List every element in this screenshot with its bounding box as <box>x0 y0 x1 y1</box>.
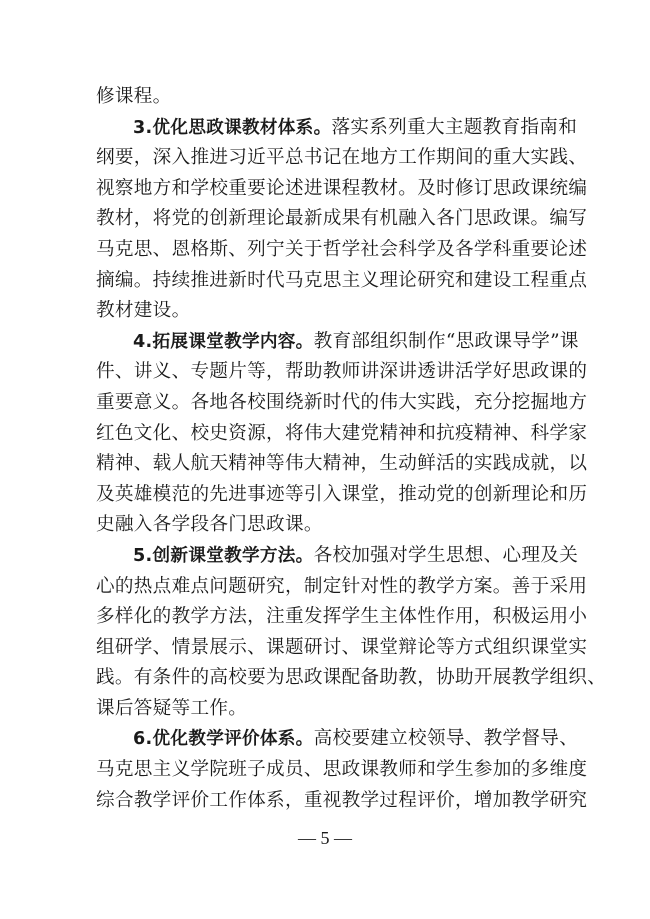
line-text: 多样化的教学方法，注重发挥学生主体性作用，积极运用小 <box>96 606 588 628</box>
text-line <box>96 82 552 113</box>
text-line <box>96 572 588 603</box>
line-text: 组研学、情景展示、课题研讨、课堂辩论等方式组织课堂实 <box>96 636 588 658</box>
line-text: 落实系列重大主题教育指南和 <box>331 116 578 138</box>
line-text: 视察地方和学校重要论述进课程教材。及时修订思政课统编 <box>96 177 588 199</box>
line-text: 践。有条件的高校要为思政课配备助教，协助开展教学组织、 <box>96 667 607 689</box>
paragraph-first-line <box>96 113 578 144</box>
line-text: 教材，将党的创新理论最新成果有机融入各门思政课。编写 <box>96 208 588 230</box>
text-line <box>96 204 588 235</box>
text-line <box>96 480 588 511</box>
line-text: 课后答疑等工作。 <box>96 697 248 719</box>
text-line <box>96 786 588 817</box>
line-text: 各校加强对学生思想、心理及关 <box>313 544 579 566</box>
section-heading: 3.优化思政课教材体系。 <box>133 117 332 138</box>
text-line <box>96 388 588 419</box>
line-text: 红色文化、校史资源，将伟大建党精神和抗疫精神、科学家 <box>96 422 588 444</box>
paragraph-first-line <box>96 541 579 572</box>
text-line <box>96 357 588 388</box>
line-text: 高校要建立校领导、教学督导、 <box>313 728 579 750</box>
section-heading: 6.优化教学评价体系。 <box>133 729 314 750</box>
line-text: 纲要，深入推进习近平总书记在地方工作期间的重大实践、 <box>96 147 588 169</box>
line-text: 史融入各学段各门思政课。 <box>96 514 323 536</box>
paragraph-first-line <box>96 724 579 755</box>
text-line <box>96 663 607 694</box>
text-line <box>96 296 552 327</box>
line-text: 综合教学评价工作体系，重视教学过程评价，增加教学研究 <box>96 789 588 811</box>
text-line <box>96 633 588 664</box>
page-number: — 5 — <box>298 828 352 848</box>
text-line <box>96 174 588 205</box>
line-text: 精神、载人航天精神等伟大精神，生动鲜活的实践成就，以 <box>96 453 588 475</box>
text-line <box>96 755 588 786</box>
line-text: 教育部组织制作“思政课导学”课 <box>313 330 579 352</box>
body-text <box>96 82 607 816</box>
line-text: 修课程。 <box>96 86 172 107</box>
section-heading: 4.拓展课堂教学内容。 <box>133 331 314 352</box>
text-line <box>96 266 588 297</box>
line-text: 及英雄模范的先进事迹等引入课堂，推动党的创新理论和历 <box>96 483 588 505</box>
text-line <box>96 510 552 541</box>
text-line <box>96 602 588 633</box>
paragraph-first-line <box>96 327 579 358</box>
text-line <box>96 694 552 725</box>
line-text: 教材建设。 <box>96 300 191 322</box>
text-line <box>96 143 588 174</box>
line-text: 心的热点难点问题研究，制定针对性的教学方案。善于采用 <box>96 575 588 597</box>
line-text: 马克思、恩格斯、列宁关于哲学社会科学及各学科重要论述 <box>96 238 588 260</box>
text-line <box>96 235 588 266</box>
line-text: 重要意义。各地各校围绕新时代的伟大实践，充分挖掘地方 <box>96 391 588 413</box>
section-heading: 5.创新课堂教学方法。 <box>133 545 314 566</box>
line-text: 马克思主义学院班子成员、思政课教师和学生参加的多维度 <box>96 759 588 781</box>
text-line <box>96 449 588 480</box>
text-line <box>96 419 588 450</box>
line-text: 件、讲义、专题片等，帮助教师讲深讲透讲活学好思政课的 <box>96 361 588 383</box>
line-text: 摘编。持续推进新时代马克思主义理论研究和建设工程重点 <box>96 269 588 291</box>
